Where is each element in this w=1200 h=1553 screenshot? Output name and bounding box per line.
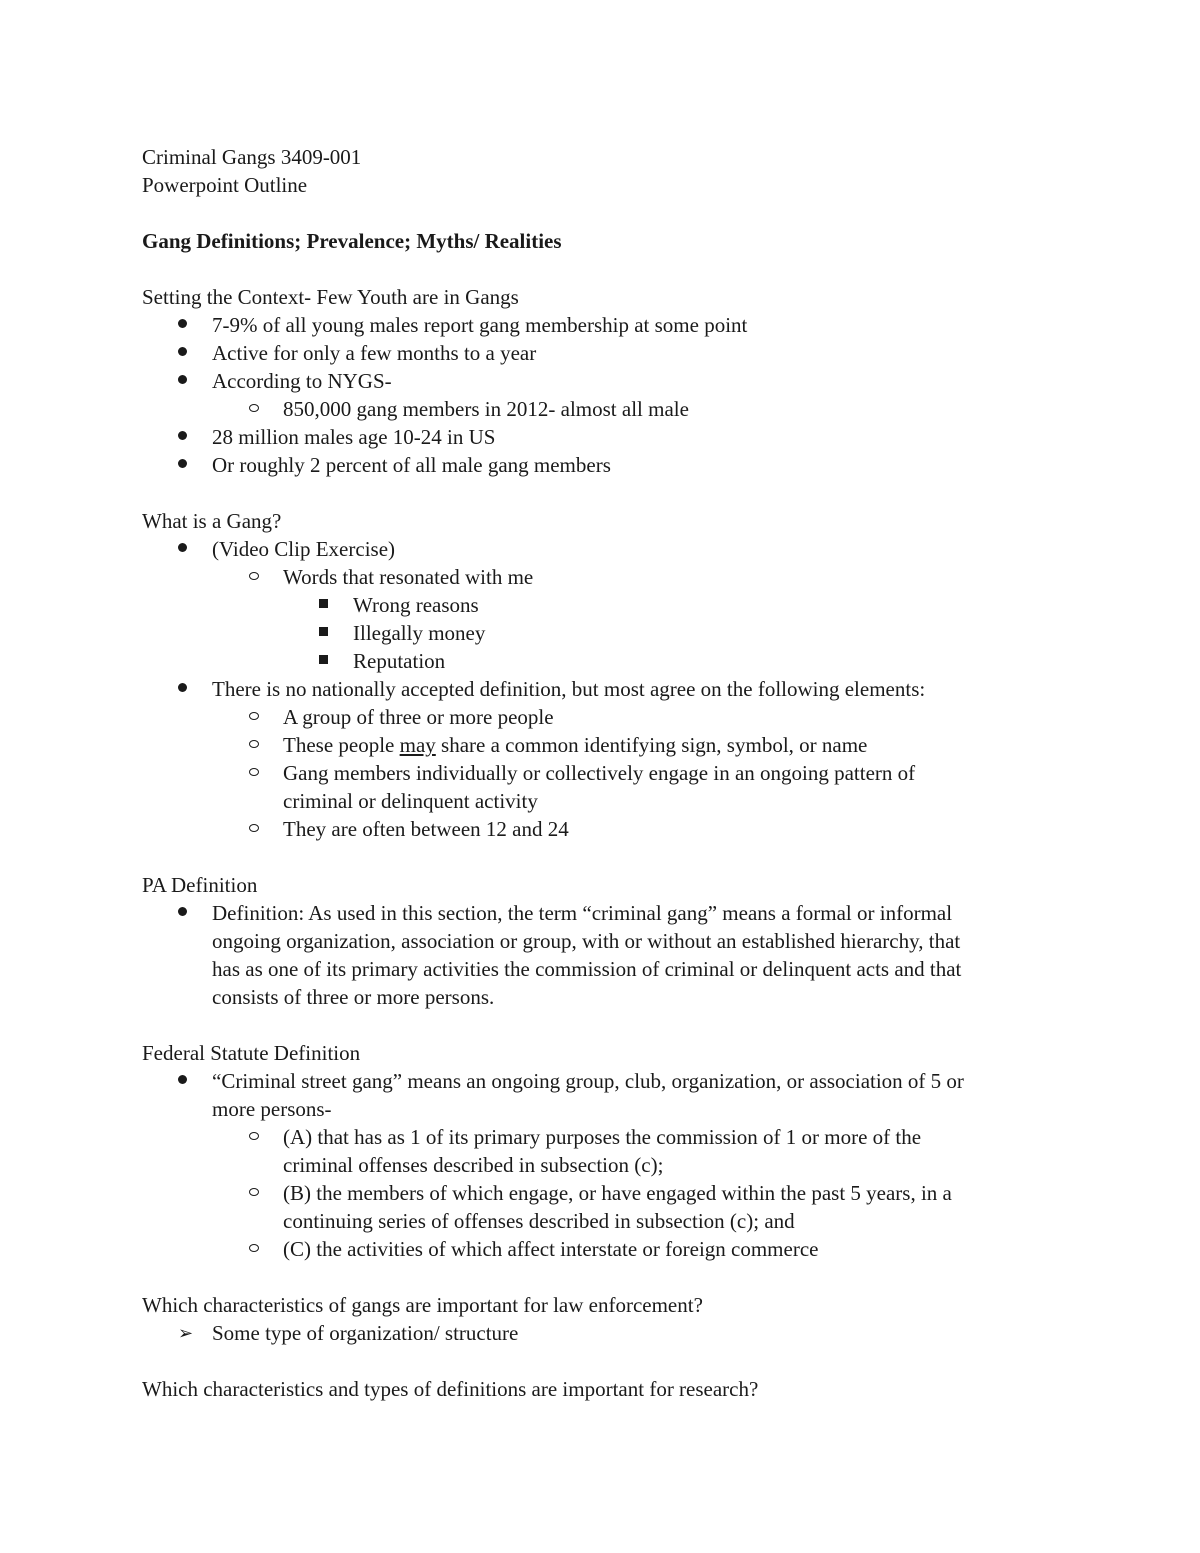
list-item: Words that resonated with me [142, 563, 1072, 591]
bullet-circle-icon [249, 815, 259, 843]
list-item: According to NYGS- [142, 367, 1072, 395]
list-item: (A) that has as 1 of its primary purposes the commission of 1 or more of the criminal offenses described in subsection (c); [142, 1123, 1072, 1179]
bullet-square-icon [319, 647, 328, 675]
list-item: ➢ Some type of organization/ structure [178, 1321, 519, 1345]
bullet-dot-icon [178, 423, 187, 451]
federal-list [142, 1067, 1072, 1263]
bullet-circle-icon [249, 563, 259, 591]
bullet-circle-icon [249, 1123, 259, 1151]
bullet-dot-icon [178, 311, 187, 339]
federal-title: Federal Statute Definition [142, 1041, 361, 1065]
list-item: Active for only a few months to a year [142, 339, 1072, 367]
list-item: (C) the activities of which affect interstate or foreign commerce [142, 1235, 1072, 1263]
list-item: Gang members individually or collectively engage in an ongoing pattern of criminal or delinquent activity [142, 759, 1072, 815]
law-list [142, 1319, 1072, 1347]
list-item: Or roughly 2 percent of all male gang members [142, 451, 1072, 479]
list-item: These people may share a common identifying sign, symbol, or name [142, 731, 1072, 759]
list-item: There is no nationally accepted definition, but most agree on the following elements: [142, 675, 1072, 703]
bullet-square-icon [319, 591, 328, 619]
list-item: Reputation [142, 647, 1072, 675]
law-question: Which characteristics of gangs are important for law enforcement? [142, 1293, 703, 1317]
bullet-dot-icon [178, 339, 187, 367]
list-item: They are often between 12 and 24 [142, 815, 1072, 843]
bullet-dot-icon [178, 899, 187, 927]
list-item: Illegally money [142, 619, 1072, 647]
bullet-square-icon [319, 619, 328, 647]
underlined-word: may [399, 733, 436, 757]
pa-title: PA Definition [142, 873, 258, 897]
list-item: Definition: As used in this section, the term “criminal gang” means a formal or informal ongoing organization, association or group, with or without an established hierarchy, that has as one of its primary activities the commission of criminal or delinquent acts and that consists of three or more persons. [142, 899, 1072, 1011]
arrow-bullet-icon: ➢ [178, 1323, 194, 1343]
bullet-circle-icon [249, 759, 259, 787]
what-list [142, 535, 1072, 843]
research-question: Which characteristics and types of definitions are important for research? [142, 1377, 759, 1401]
bullet-dot-icon [178, 451, 187, 479]
list-item: (B) the members of which engage, or have engaged within the past 5 years, in a continuing series of offenses described in subsection (c); and [142, 1179, 1072, 1235]
course-title: Criminal Gangs 3409-001 [142, 145, 362, 169]
bullet-circle-icon [249, 731, 259, 759]
list-item: (Video Clip Exercise) [142, 535, 1072, 563]
bullet-dot-icon [178, 675, 187, 703]
section-heading: Gang Definitions; Prevalence; Myths/ Realities [142, 229, 562, 253]
list-item: “Criminal street gang” means an ongoing group, club, organization, or association of 5 or more persons- [142, 1067, 1072, 1123]
list-item: A group of three or more people [142, 703, 1072, 731]
context-list [142, 311, 1072, 479]
list-item: 7-9% of all young males report gang membership at some point [142, 311, 1072, 339]
document-subtitle: Powerpoint Outline [142, 173, 308, 197]
bullet-circle-icon [249, 395, 259, 423]
what-title: What is a Gang? [142, 509, 282, 533]
bullet-dot-icon [178, 1067, 187, 1095]
document-body [142, 143, 1072, 1403]
pa-list [142, 899, 1072, 1011]
bullet-dot-icon [178, 535, 187, 563]
list-item: 850,000 gang members in 2012- almost all male [142, 395, 1072, 423]
list-item: 28 million males age 10-24 in US [142, 423, 1072, 451]
bullet-circle-icon [249, 1179, 259, 1207]
bullet-circle-icon [249, 1235, 259, 1263]
bullet-dot-icon [178, 367, 187, 395]
bullet-circle-icon [249, 703, 259, 731]
context-title: Setting the Context- Few Youth are in Gangs [142, 285, 519, 309]
list-item: Wrong reasons [142, 591, 1072, 619]
